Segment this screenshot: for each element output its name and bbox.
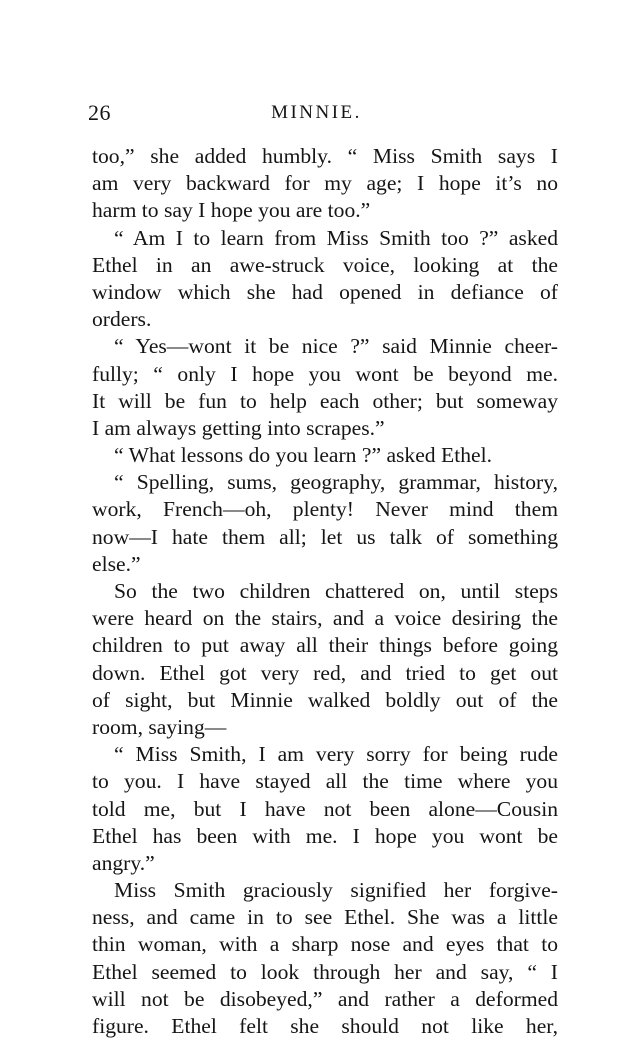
text-line: of sight, but Minnie walked boldly out of the <box>92 687 558 712</box>
text-line: will not be disobeyed,” and rather a deformed <box>92 986 558 1011</box>
text-line: down. Ethel got very red, and tried to get out <box>92 660 558 685</box>
running-title: MINNIE. <box>271 102 362 123</box>
text-line: thin woman, with a sharp nose and eyes that to <box>92 932 558 957</box>
text-line: window which she had opened in defiance of <box>92 279 558 304</box>
running-head <box>0 100 633 130</box>
text-line: were heard on the stairs, and a voice desiring the <box>92 606 558 631</box>
text-line: It will be fun to help each other; but someway <box>92 388 558 413</box>
text-line: figure. Ethel felt she should not like her, <box>92 1014 558 1038</box>
page-number: 26 <box>88 100 111 125</box>
body-text <box>92 143 558 1040</box>
text-line: Ethel has been with me. I hope you wont be <box>92 823 558 848</box>
text-line: too,” she added humbly. “ Miss Smith says I <box>92 144 558 168</box>
text-line: “ Am I to learn from Miss Smith too ?” asked <box>114 225 558 250</box>
text-line: now—I hate them all; let us talk of something <box>92 524 558 549</box>
text-line: angry.” <box>92 850 155 875</box>
text-line: work, French—oh, plenty! Never mind them <box>92 497 558 522</box>
text-line: “ What lessons do you learn ?” asked Ethel. <box>114 443 492 468</box>
text-line: harm to say I hope you are too.” <box>92 198 371 223</box>
text-line: I am always getting into scrapes.” <box>92 415 385 440</box>
text-line: orders. <box>92 307 152 332</box>
text-line: am very backward for my age; I hope it’s no <box>92 171 558 196</box>
text-line: room, saying— <box>92 714 227 739</box>
text-line: Ethel seemed to look through her and say, “ I <box>92 959 558 984</box>
text-line: else.” <box>92 551 141 576</box>
text-line: children to put away all their things before going <box>92 633 558 658</box>
text-line: Miss Smith graciously signified her forgive- <box>114 878 558 903</box>
text-line: “ Miss Smith, I am very sorry for being rude <box>114 742 558 767</box>
text-line: So the two children chattered on, until steps <box>114 579 558 603</box>
text-line: “ Yes—wont it be nice ?” said Minnie cheer- <box>114 334 558 359</box>
text-line: Ethel in an awe-struck voice, looking at the <box>92 252 558 277</box>
text-line: fully; “ only I hope you wont be beyond me. <box>92 361 558 386</box>
text-line: “ Spelling, sums, geography, grammar, history, <box>114 470 558 495</box>
text-line: to you. I have stayed all the time where you <box>92 769 558 794</box>
text-line: told me, but I have not been alone—Cousin <box>92 796 558 821</box>
text-line: ness, and came in to see Ethel. She was a little <box>92 905 558 930</box>
